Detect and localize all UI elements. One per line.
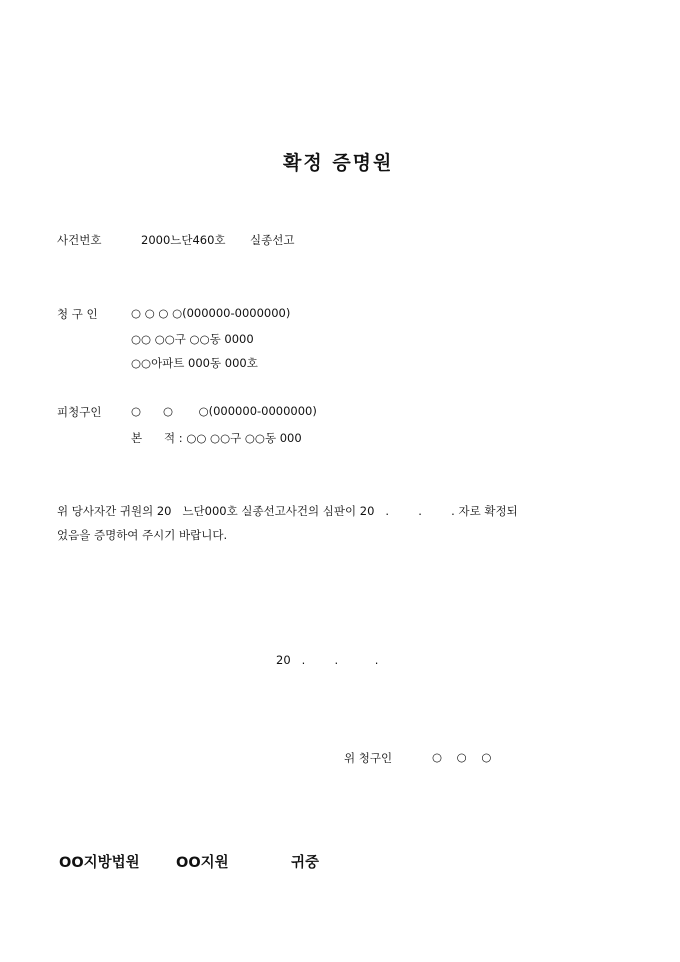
respondent-name-id: ○ ○ ○(000000-0000000) — [131, 404, 317, 418]
addressee-court: OO지방법원 — [59, 855, 140, 871]
claimant-address-line2: ○○아파트 000동 000호 — [131, 356, 258, 370]
addressee-branch: OO지원 — [176, 855, 229, 871]
claimant-label: 청 구 인 — [57, 307, 98, 321]
body-line-1: 위 당사자간 귀원의 20 느단000호 실종선고사건의 심판이 20 . . . 자로 확정되 — [57, 504, 518, 518]
body-line-2: 었음을 증명하여 주시기 바랍니다. — [57, 528, 228, 542]
claimant-address-line1: ○○ ○○구 ○○동 0000 — [131, 332, 254, 346]
signature-label: 위 청구인 — [344, 751, 393, 765]
addressee-suffix: 귀중 — [291, 855, 320, 871]
filing-date: 20 . . . — [276, 653, 379, 667]
signature-name: ○ ○ ○ — [432, 750, 492, 764]
document-title: 확정 증명원 — [283, 152, 394, 174]
respondent-label: 피청구인 — [57, 405, 102, 419]
respondent-domicile: 본 적 : ○○ ○○구 ○○동 000 — [131, 431, 302, 445]
case-number-label: 사건번호 — [57, 233, 102, 247]
case-type: 실종선고 — [250, 233, 295, 247]
claimant-name-id: ○ ○ ○ ○(000000-0000000) — [131, 306, 291, 320]
case-number-value: 2000느단460호 — [141, 233, 226, 247]
